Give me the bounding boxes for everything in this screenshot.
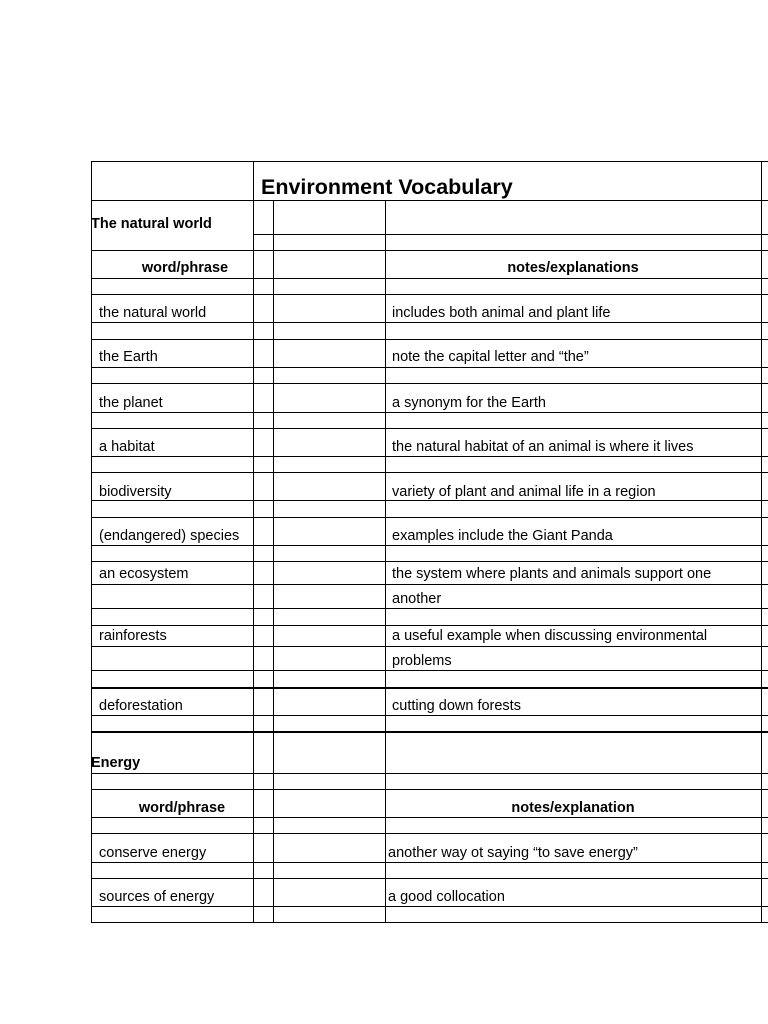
grid-line xyxy=(91,670,768,671)
grid-line xyxy=(91,161,768,162)
vocab-word: conserve energy xyxy=(99,845,207,861)
grid-line xyxy=(91,367,768,368)
grid-line xyxy=(91,862,768,863)
grid-line xyxy=(91,906,768,907)
vocab-word: a habitat xyxy=(99,439,155,455)
vocab-note: note the capital letter and “the” xyxy=(392,349,589,365)
grid-line xyxy=(91,731,768,733)
grid-line xyxy=(91,625,768,626)
grid-line xyxy=(91,412,768,413)
grid-line xyxy=(91,715,768,716)
column-header-word: word/phrase xyxy=(138,800,226,816)
vocab-note: the natural habitat of an animal is where it lives xyxy=(392,439,694,455)
grid-line xyxy=(761,161,762,923)
grid-line xyxy=(91,608,768,609)
grid-line xyxy=(91,561,768,562)
vocab-note: includes both animal and plant life xyxy=(392,305,611,321)
grid-line xyxy=(91,339,768,340)
vocab-word: the planet xyxy=(99,395,163,411)
vocab-word: biodiversity xyxy=(99,484,172,500)
vocab-note: cutting down forests xyxy=(392,698,521,714)
grid-line xyxy=(91,278,768,279)
grid-line xyxy=(91,322,768,323)
grid-line xyxy=(91,922,768,923)
grid-line xyxy=(91,200,768,201)
grid-line xyxy=(91,545,768,546)
vocab-note: examples include the Giant Panda xyxy=(392,528,613,544)
grid-line xyxy=(91,773,768,774)
section-heading: Energy xyxy=(91,755,141,771)
grid-line xyxy=(91,789,768,790)
grid-line xyxy=(91,584,768,585)
vocab-note: a useful example when discussing environmental xyxy=(392,628,708,644)
vocab-word: the natural world xyxy=(99,305,207,321)
grid-line xyxy=(91,456,768,457)
vocab-word: an ecosystem xyxy=(99,566,189,582)
vocab-word: (endangered) species xyxy=(99,528,240,544)
vocab-note: a good collocation xyxy=(388,889,505,905)
grid-line xyxy=(91,294,768,295)
grid-line xyxy=(91,833,768,834)
grid-line xyxy=(91,383,768,384)
column-header-word: word/phrase xyxy=(141,260,229,276)
grid-line xyxy=(91,817,768,818)
vocab-word: the Earth xyxy=(99,349,158,365)
vocab-word: rainforests xyxy=(99,628,167,644)
column-header-notes: notes/explanations xyxy=(507,260,639,276)
grid-line xyxy=(91,517,768,518)
vocab-note: variety of plant and animal life in a region xyxy=(392,484,656,500)
grid-line xyxy=(91,250,768,251)
column-header-notes: notes/explanation xyxy=(511,800,635,816)
vocab-note-continued: another xyxy=(392,591,442,607)
grid-line xyxy=(91,472,768,473)
grid-line xyxy=(91,646,768,647)
grid-line xyxy=(253,234,768,235)
section-heading: The natural world xyxy=(91,216,212,232)
vocab-note: a synonym for the Earth xyxy=(392,395,546,411)
vocab-word: deforestation xyxy=(99,698,183,714)
grid-line xyxy=(91,428,768,429)
page-title: Environment Vocabulary xyxy=(261,175,513,199)
vocab-note-continued: problems xyxy=(392,653,452,669)
vocab-note: the system where plants and animals support one xyxy=(392,566,712,582)
vocab-word: sources of energy xyxy=(99,889,215,905)
vocab-note: another way ot saying “to save energy” xyxy=(388,845,638,861)
grid-line xyxy=(91,687,768,689)
grid-line xyxy=(91,878,768,879)
